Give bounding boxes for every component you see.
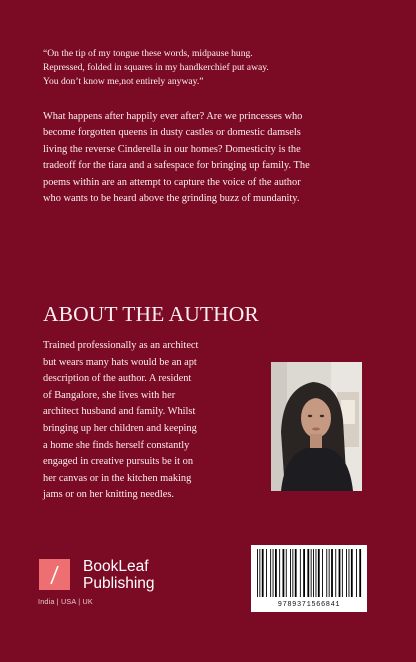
blurb-line: tradeoff for the tiara and a safespace for bringing up family. The <box>43 160 310 172</box>
blurb-line: poems within are an attempt to capture the voice of the author <box>43 176 301 188</box>
author-portrait-image <box>271 362 362 491</box>
quote-line: Repressed, folded in squares in my handkerchief put away. <box>43 62 269 73</box>
publisher-regions: India | USA | UK <box>38 597 93 606</box>
isbn-number: 9789371566841 <box>277 601 341 609</box>
barcode-bar <box>322 549 323 597</box>
barcode-bar <box>303 549 305 597</box>
barcode-bar <box>316 549 317 597</box>
bio-line: description of the author. A resident <box>43 373 192 385</box>
barcode-bar <box>286 549 287 597</box>
epigraph-quote <box>43 47 373 89</box>
bio-line: engaged in creative pursuits be it on <box>43 456 194 468</box>
barcode-bar <box>259 549 260 597</box>
blurb-line: who wants to be heard above the grinding buzz of mundanity. <box>43 193 300 205</box>
barcode-bar <box>283 549 285 597</box>
barcode-bar <box>313 549 314 597</box>
author-photo <box>271 362 362 491</box>
bio-line: her canvas or in the kitchen making <box>43 472 192 484</box>
barcode-bar <box>279 549 280 597</box>
barcode-bar <box>300 549 301 597</box>
barcode-bars <box>256 549 362 597</box>
blurb-line: living the reverse Cinderella in our homes? Domesticity is the <box>43 143 301 155</box>
barcode-bar <box>262 549 264 597</box>
barcode-bar <box>275 549 277 597</box>
barcode-bar <box>318 549 320 597</box>
bio-line: architect husband and family. Whilst <box>43 406 196 418</box>
bio-line: jams or on her knitting needles. <box>43 489 175 501</box>
bio-line: a home she finds herself constantly <box>43 439 190 451</box>
author-bio <box>43 338 267 504</box>
slash-icon <box>39 559 70 590</box>
barcode-bar <box>349 549 350 597</box>
bio-line: Trained professionally as an architect <box>43 340 199 351</box>
bio-line: bringing up her children and keeping <box>43 422 197 434</box>
publisher-name-line2: Publishing <box>83 575 155 592</box>
barcode-bar <box>290 549 291 597</box>
barcode-bar <box>346 549 347 597</box>
isbn-barcode <box>251 545 367 612</box>
barcode-bar <box>339 549 341 597</box>
publisher-name-line1: BookLeaf <box>83 558 149 575</box>
barcode-bar <box>266 549 267 597</box>
about-author-heading: ABOUT THE AUTHOR <box>43 302 259 326</box>
barcode-bar <box>295 549 297 597</box>
barcode-bar <box>342 549 343 597</box>
barcode-bar <box>307 549 309 597</box>
quote-line: You don’t know me,not entirely anyway.” <box>43 76 204 87</box>
blurb-line: become forgotten queens in dusty castles or domestic damsels <box>43 127 301 139</box>
barcode-bar <box>329 549 330 597</box>
barcode-bar <box>311 549 312 597</box>
barcode-bar <box>292 549 293 597</box>
barcode-bar <box>270 549 271 597</box>
bio-line: but wears many hats would be an apt <box>43 356 197 368</box>
blurb-line: What happens after happily ever after? Are we princesses who <box>43 111 303 122</box>
bio-line: of Bangalore, she lives with her <box>43 389 176 401</box>
book-blurb <box>43 109 373 207</box>
barcode-bar <box>273 549 274 597</box>
barcode-bar <box>331 549 333 597</box>
barcode-bar <box>335 549 336 597</box>
barcode-bar <box>356 549 357 597</box>
barcode-bar <box>351 549 353 597</box>
barcode-bar <box>257 549 258 597</box>
barcode-bar <box>326 549 327 597</box>
quote-line: “On the tip of my tongue these words, midpause hung. <box>43 48 253 59</box>
barcode-bar <box>359 549 361 597</box>
